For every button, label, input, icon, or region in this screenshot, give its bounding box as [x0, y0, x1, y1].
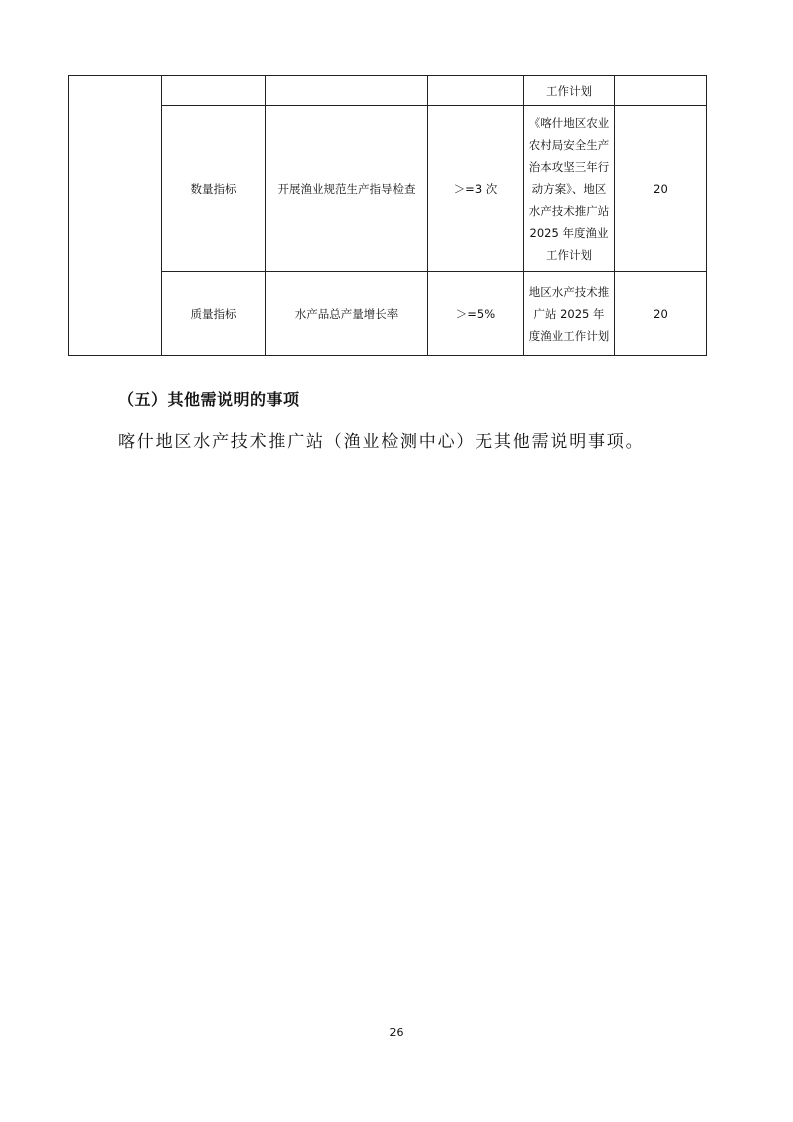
item-cell: 开展渔业规范生产指导检查 [266, 106, 428, 272]
indicator-cell: 数量指标 [162, 106, 266, 272]
score-cell: 20 [615, 272, 707, 356]
basis-cell: 工作计划 [524, 76, 615, 106]
basis-cell: 《喀什地区农业农村局安全生产治本攻坚三年行动方案》、地区水产技术推广站 2025 年度渔业工作计划 [524, 106, 615, 272]
indicator-cell: 质量指标 [162, 272, 266, 356]
score-cell [615, 76, 707, 106]
item-cell: 水产品总产量增长率 [266, 272, 428, 356]
section-body-text: 喀什地区水产技术推广站（渔业检测中心）无其他需说明事项。 [118, 432, 645, 452]
merged-category-cell [69, 76, 162, 356]
table-row [69, 76, 707, 106]
indicator-cell [162, 76, 266, 106]
page-number: 26 [389, 1026, 404, 1039]
section-heading: （五）其他需说明的事项 [118, 390, 300, 409]
item-cell [266, 76, 428, 106]
target-cell [428, 76, 524, 106]
target-cell: ＞=3 次 [428, 106, 524, 272]
basis-cell: 地区水产技术推广站 2025 年度渔业工作计划 [524, 272, 615, 356]
score-cell: 20 [615, 106, 707, 272]
target-cell: ＞=5% [428, 272, 524, 356]
table-row [69, 106, 707, 272]
table-row [69, 272, 707, 356]
performance-indicator-table [68, 75, 707, 356]
